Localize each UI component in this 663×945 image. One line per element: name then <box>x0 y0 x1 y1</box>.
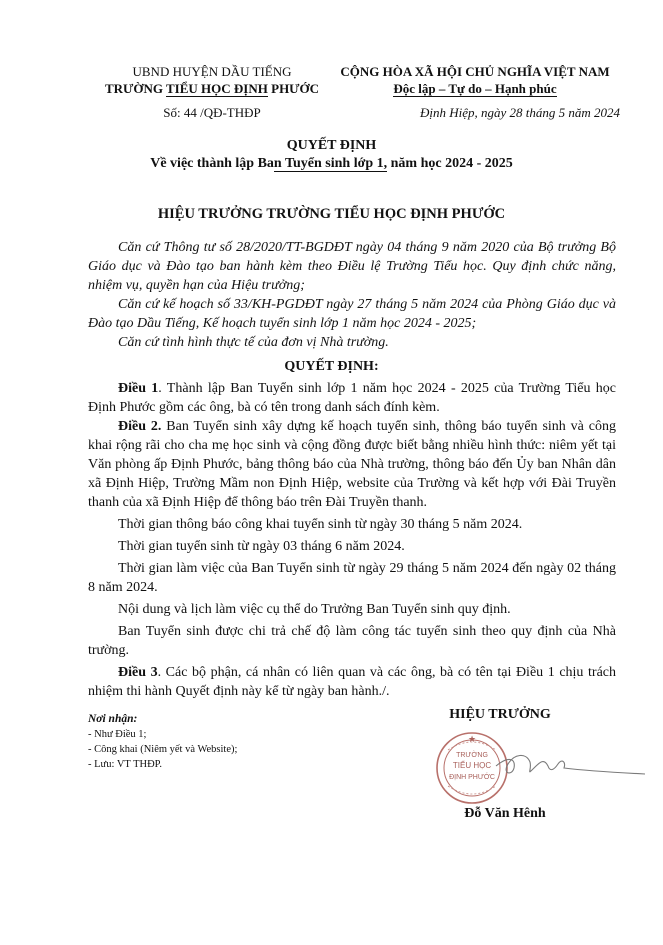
org-school-prefix: TRƯỜNG <box>104 81 167 96</box>
decision-heading: QUYẾT ĐỊNH: <box>284 359 379 374</box>
national-motto <box>330 80 620 97</box>
article-2-text: Ban Tuyển sinh xây dựng kế hoạch tuyển sinh, thông báo tuyển sinh và công khai rộng rãi cho cha mẹ học sinh và cộng đồng được biết bằng nhiều hình thức: niêm yết tại Văn phòng ấp Định Phước, bảng thông báo của Nhà trường, thông báo đến Ủy ban Nhân dân xã Định Hiệp, Trường Mầm non Định Hiệp, website của Trường và kết hợp với Đài Truyền thanh của xã Định Hiệp để thông báo trên Đài Truyền thanh. <box>88 419 616 510</box>
issuing-authority: HIỆU TRƯỞNG TRƯỜNG TIỂU HỌC ĐỊNH PHƯỚC <box>157 206 506 222</box>
seal-text-line: TIỂU HỌC <box>452 761 492 770</box>
recipient-item: - Lưu: VT THĐP. <box>88 759 162 770</box>
document-title: QUYẾT ĐỊNH <box>286 138 377 153</box>
document-subject <box>0 156 663 172</box>
article-3 <box>88 663 616 701</box>
seal-text-line: TRƯỜNG <box>456 752 488 759</box>
seal-star: ★ <box>467 734 477 744</box>
seal-text-line: ĐỊNH PHƯỚC <box>449 774 495 781</box>
recipients-label: Nơi nhận: <box>88 713 138 725</box>
national-header <box>330 63 620 97</box>
article-2 <box>88 417 616 512</box>
article-3-text: . Các bộ phận, cá nhân có liên quan và các ông, bà có tên tại Điều 1 chịu trách nhiệm thi hành Quyết định này kể từ ngày ban hành./. <box>88 665 617 699</box>
article-2-admission-period: Thời gian tuyển sinh từ ngày 03 tháng 6 năm 2024. <box>118 539 405 554</box>
org-line-district: UBND HUYỆN DẦU TIẾNG <box>132 64 292 79</box>
preamble-item: Căn cứ kế hoạch số 33/KH-PGDĐT ngày 27 tháng 5 năm 2024 của Phòng Giáo dục và Đào tạo Dầu Tiếng, Kế hoạch tuyển sinh lớp 1 năm học 2024 - 2025; <box>88 297 616 331</box>
country-name: CỘNG HÒA XÃ HỘI CHỦ NGHĨA VIỆT NAM <box>340 64 610 79</box>
org-school-underlined: TIỂU HỌC ĐỊNH <box>166 81 268 96</box>
recipients <box>88 712 237 772</box>
articles <box>88 379 616 701</box>
article-2-label: Điều 2. <box>118 419 162 434</box>
recipient-item: - Như Điều 1; <box>88 729 147 740</box>
preamble-item: Căn cứ Thông tư số 28/2020/TT-BGDĐT ngày 04 tháng 9 năm 2020 của Bộ trưởng Bộ Giáo dục và Đào tạo ban hành kèm theo Điều lệ Trường Tiểu học. Quy định chức năng, nhiệm vụ, quyền hạn của Hiệu trưởng; <box>88 240 616 293</box>
article-1-text: . Thành lập Ban Tuyển sinh lớp 1 năm học 2024 - 2025 của Trường Tiểu học Định Phước gồm các ông, bà có tên trong danh sách đính kèm. <box>88 381 617 415</box>
subject-underlined: n Tuyển sinh lớp 1, <box>273 156 388 171</box>
handwritten-signature <box>496 755 645 774</box>
official-seal-with-signature <box>430 728 650 806</box>
article-1 <box>88 379 616 417</box>
article-2-allowance: Ban Tuyển sinh được chi trả chế độ làm công tác tuyển sinh theo quy định của Nhà trường. <box>88 624 616 658</box>
subject-prefix: Về việc thành lập Ba <box>150 156 274 171</box>
article-1-label: Điều 1 <box>118 381 159 396</box>
article-3-label: Điều 3 <box>118 665 158 680</box>
subject-suffix: năm học 2024 - 2025 <box>387 156 513 171</box>
org-school-suffix: PHƯỚC <box>267 81 320 96</box>
document-date: Định Hiệp, ngày 28 tháng 5 năm 2024 <box>419 105 620 120</box>
preamble <box>88 238 616 352</box>
seal-stamp <box>437 733 507 803</box>
signer-name: Đỗ Văn Hênh <box>464 806 546 821</box>
article-2-notice-period: Thời gian thông báo công khai tuyển sinh từ ngày 30 tháng 5 năm 2024. <box>118 517 523 532</box>
document-number: Số: 44 /QĐ-THĐP <box>163 105 261 120</box>
recipient-item: - Công khai (Niêm yết và Website); <box>88 744 238 755</box>
org-line-school <box>92 80 332 97</box>
preamble-item: Căn cứ tình hình thực tế của đơn vị Nhà trường. <box>118 335 389 350</box>
signer-title: HIỆU TRƯỞNG <box>449 707 551 722</box>
issuing-organization <box>92 63 332 97</box>
motto-text: Độc lập – Tự do – Hạnh phúc <box>393 81 557 96</box>
article-2-content: Nội dung và lịch làm việc cụ thể do Trưởng Ban Tuyển sinh quy định. <box>118 602 511 617</box>
article-2-working-period: Thời gian làm việc của Ban Tuyển sinh từ ngày 29 tháng 5 năm 2024 đến ngày 02 tháng 8 năm 2024. <box>88 561 616 595</box>
